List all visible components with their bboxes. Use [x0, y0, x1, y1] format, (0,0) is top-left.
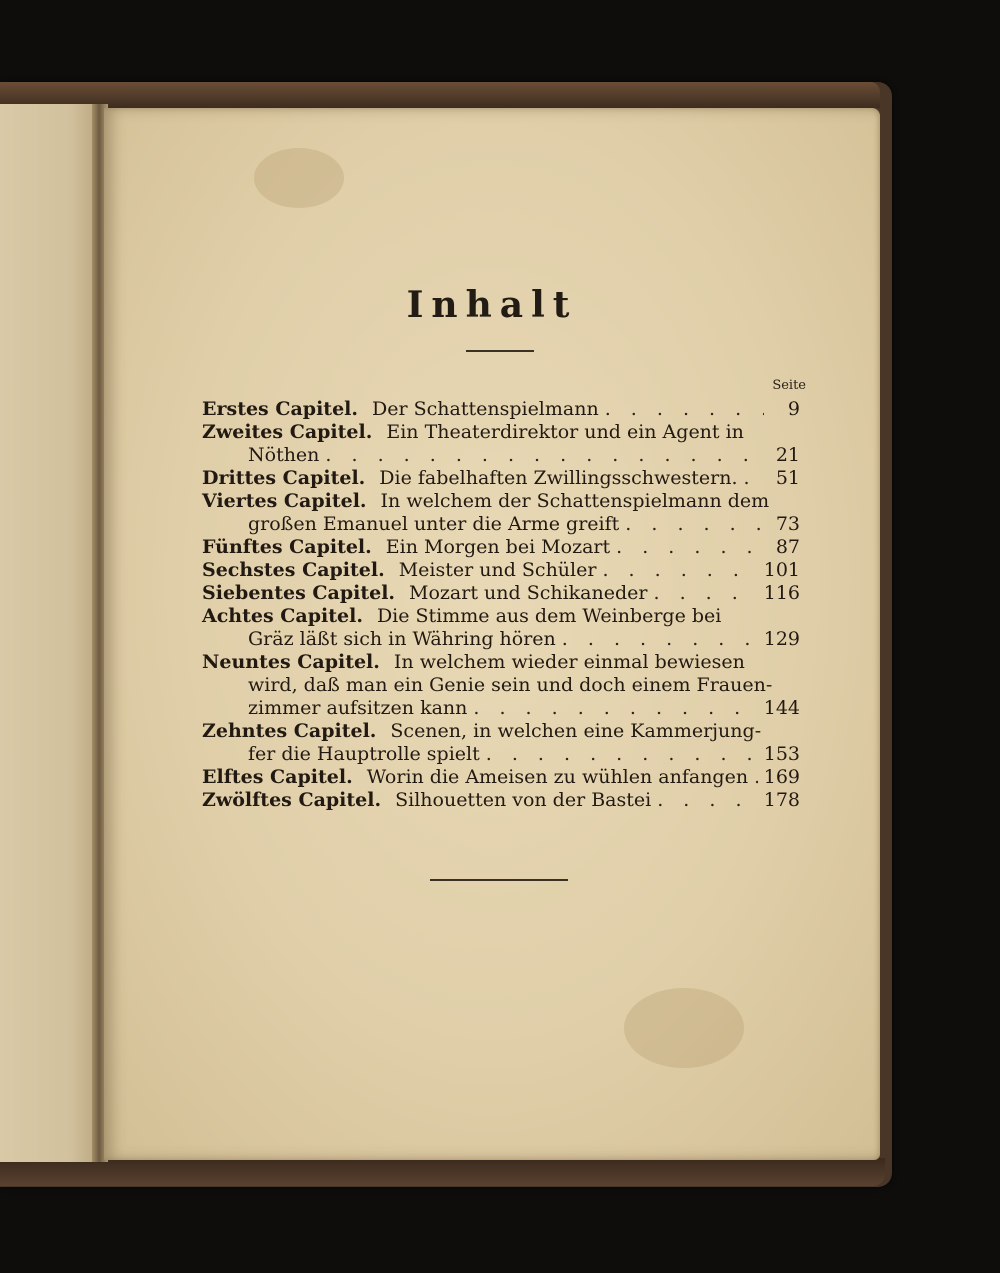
toc-line [202, 789, 800, 812]
toc-chapter-title: wird, daß man ein Genie sein und doch einem Frauen- [248, 674, 773, 696]
toc-entry [202, 720, 800, 766]
toc-page-number: 116 [763, 582, 800, 604]
left-page [0, 104, 100, 1162]
toc-page-number: 51 [775, 467, 800, 489]
toc-chapter-label: Achtes Capitel. [202, 605, 363, 627]
toc-line [202, 490, 800, 513]
toc-line [202, 766, 800, 789]
toc-leader-dots [473, 697, 757, 720]
toc-page-number: 9 [787, 398, 800, 420]
toc-page-number: 129 [763, 628, 800, 650]
toc-line [202, 513, 800, 536]
toc-entry [202, 398, 800, 421]
toc-line [202, 536, 800, 559]
toc-page-number: 21 [775, 444, 800, 466]
toc-leader-dots [602, 559, 757, 582]
toc-entry [202, 605, 800, 651]
toc-chapter-label: Siebentes Capitel. [202, 582, 396, 604]
toc-chapter-title: Mozart und Schikaneder [409, 582, 648, 604]
page-stain [624, 988, 744, 1068]
page-stain [254, 148, 344, 208]
toc-page-number: 73 [775, 513, 800, 535]
toc-leader-dots [605, 398, 764, 421]
toc-entry [202, 559, 800, 582]
title-rule [466, 350, 534, 352]
toc-chapter-title: fer die Hauptrolle spielt [248, 743, 480, 765]
toc-line [202, 628, 800, 651]
toc-chapter-label: Zwölftes Capitel. [202, 789, 382, 811]
toc-entry [202, 651, 800, 720]
toc-chapter-title: Scenen, in welchen eine Kammerjung- [390, 720, 762, 742]
seite-label: Seite [772, 378, 806, 393]
toc-page-number: 144 [763, 697, 800, 719]
toc-chapter-title: Nöthen [248, 444, 320, 466]
toc-page-number: 87 [775, 536, 800, 558]
toc-page-number: 169 [763, 766, 800, 788]
toc-leader-dots [325, 444, 764, 467]
toc-entry [202, 490, 800, 536]
toc-chapter-title: Der Schattenspielmann [372, 398, 599, 420]
toc-page-number: 178 [763, 789, 800, 811]
toc-line [202, 674, 800, 697]
toc-page-number: 153 [763, 743, 800, 765]
toc-chapter-title: In welchem wieder einmal bewiesen [393, 651, 745, 673]
toc-chapter-label: Elftes Capitel. [202, 766, 353, 788]
toc-chapter-label: Drittes Capitel. [202, 467, 366, 489]
toc-leader-dots [562, 628, 758, 651]
toc-chapter-title: In welchem der Schattenspielmann dem [380, 490, 770, 512]
toc-line [202, 582, 800, 605]
toc-line [202, 421, 800, 444]
toc-entry [202, 536, 800, 559]
toc-entry [202, 467, 800, 490]
toc-chapter-label: Erstes Capitel. [202, 398, 358, 420]
toc-line [202, 559, 800, 582]
toc-line [202, 651, 800, 674]
toc-entry [202, 766, 800, 789]
toc-entry [202, 582, 800, 605]
toc-line [202, 743, 800, 766]
toc-chapter-label: Fünftes Capitel. [202, 536, 372, 558]
toc-leader-dots [657, 789, 758, 812]
toc-chapter-title: Die Stimme aus dem Weinberge bei [376, 605, 722, 627]
toc-leader-dots [653, 582, 757, 605]
toc-line [202, 720, 800, 743]
toc-chapter-label: Sechstes Capitel. [202, 559, 385, 581]
right-page [104, 108, 880, 1160]
toc-chapter-label: Zehntes Capitel. [202, 720, 377, 742]
cover-edge-top [0, 82, 880, 108]
toc-page-number: 101 [763, 559, 800, 581]
toc-leader-dots [744, 467, 764, 490]
toc-line [202, 697, 800, 720]
toc-chapter-title: Meister und Schüler [398, 559, 597, 581]
toc-entry [202, 789, 800, 812]
toc-chapter-label: Neuntes Capitel. [202, 651, 380, 673]
toc-leader-dots [625, 513, 764, 536]
toc-chapter-title: Ein Theaterdirektor und ein Agent in [386, 421, 744, 443]
toc-chapter-label: Zweites Capitel. [202, 421, 373, 443]
toc-chapter-title: Gräz läßt sich in Währing hören [248, 628, 556, 650]
toc-chapter-title: Silhouetten von der Bastei [395, 789, 652, 811]
toc-leader-dots [486, 743, 758, 766]
table-of-contents [202, 398, 800, 812]
page-title: Inhalt [406, 284, 578, 326]
toc-chapter-title: großen Emanuel unter die Arme greift [248, 513, 620, 535]
toc-line [202, 605, 800, 628]
toc-leader-dots [754, 766, 758, 789]
toc-chapter-title: Worin die Ameisen zu wühlen anfangen [366, 766, 749, 788]
toc-line [202, 398, 800, 421]
toc-chapter-label: Viertes Capitel. [202, 490, 367, 512]
cover-edge-bottom [0, 1158, 885, 1186]
toc-chapter-title: Ein Morgen bei Mozart [385, 536, 611, 558]
toc-chapter-title: zimmer aufsitzen kann [248, 697, 468, 719]
toc-leader-dots [616, 536, 764, 559]
toc-line [202, 444, 800, 467]
toc-entry [202, 421, 800, 467]
toc-line [202, 467, 800, 490]
end-rule [430, 879, 568, 881]
toc-chapter-title: Die fabelhaften Zwillingsschwestern. [379, 467, 738, 489]
